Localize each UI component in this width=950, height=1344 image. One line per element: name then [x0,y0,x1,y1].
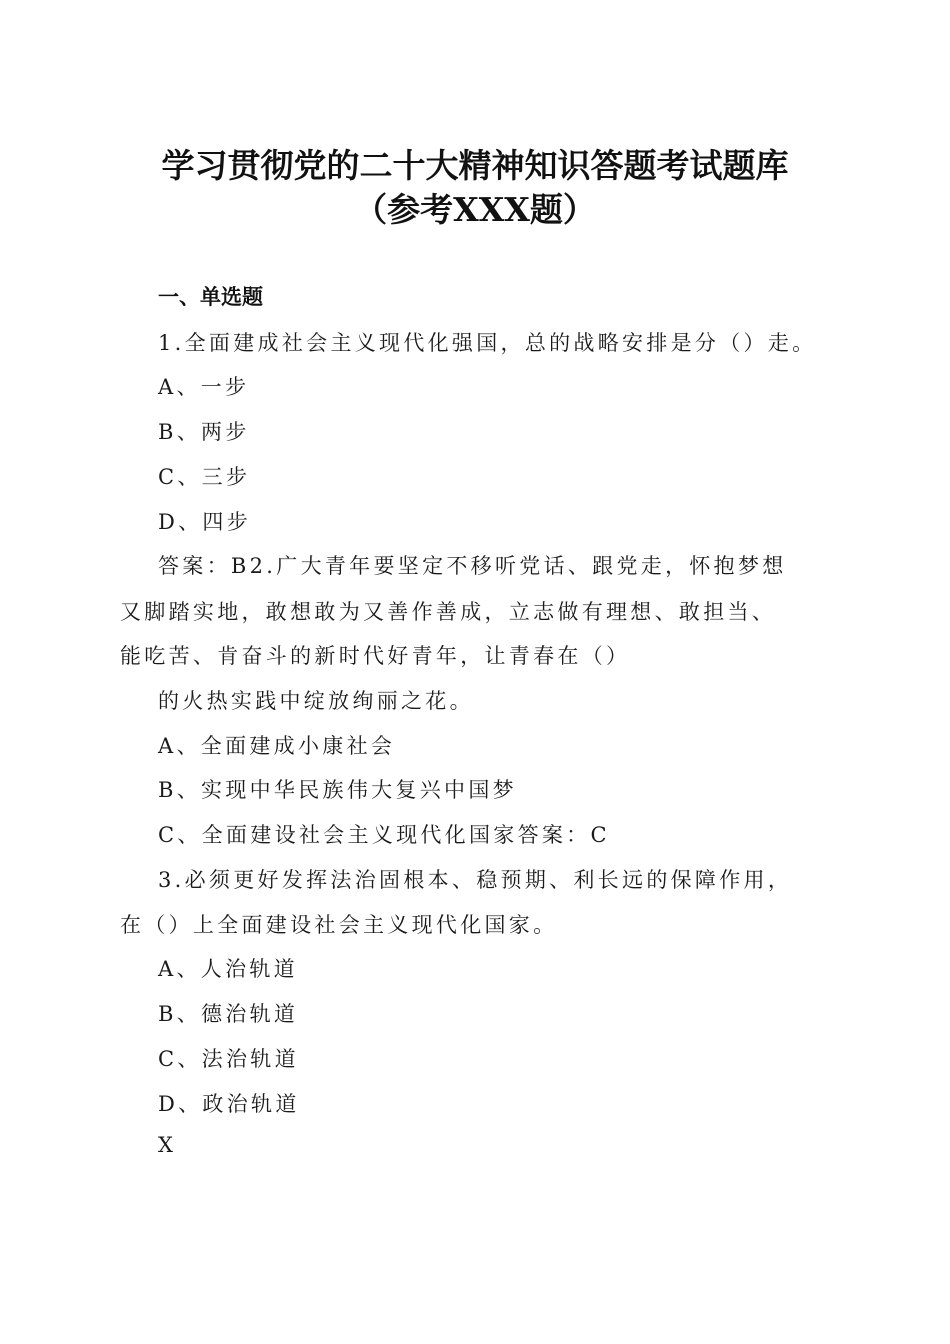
question-3-text: 3.必须更好发挥法治固根本、稳预期、利长远的保障作用， [158,868,793,892]
question-2-option-c-answer: C、全面建设社会主义现代化国家答案：C [158,823,610,847]
question-1-text: 1.全面建成社会主义现代化强国，总的战略安排是分（）走。 [158,331,817,355]
question-3-option-c: C、法治轨道 [158,1047,299,1071]
document-subtitle: （参考XXX题） [354,190,596,229]
question-1-option-b: B、两步 [158,420,250,444]
question-3-option-a: A、人治轨道 [158,957,298,981]
trailing-text: X [158,1133,177,1157]
question-1-option-d: D、四步 [158,510,252,534]
question-1-option-a: A、一步 [158,375,250,399]
question-2-text-line: 的火热实践中绽放绚丽之花。 [158,689,474,713]
question-2-text-line: 能吃苦、肯奋斗的新时代好青年，让青春在（） [120,644,631,668]
document-title: 学习贯彻党的二十大精神知识答题考试题库 [161,146,789,185]
question-1-option-c: C、三步 [158,465,251,489]
question-3-option-d: D、政治轨道 [158,1092,300,1116]
question-3-option-b: B、德治轨道 [158,1002,299,1026]
question-2-text-line: 又脚踏实地，敢想敢为又善作善成，立志做有理想、敢担当、 [120,600,777,624]
question-2-option-a: A、全面建成小康社会 [158,734,396,758]
answer-and-question-2: 答案：B2.广大青年要坚定不移听党话、跟党走，怀抱梦想 [158,554,787,578]
question-2-option-b: B、实现中华民族伟大复兴中国梦 [158,778,517,802]
question-3-text-line: 在（）上全面建设社会主义现代化国家。 [120,913,558,937]
section-heading: 一、单选题 [158,285,263,309]
